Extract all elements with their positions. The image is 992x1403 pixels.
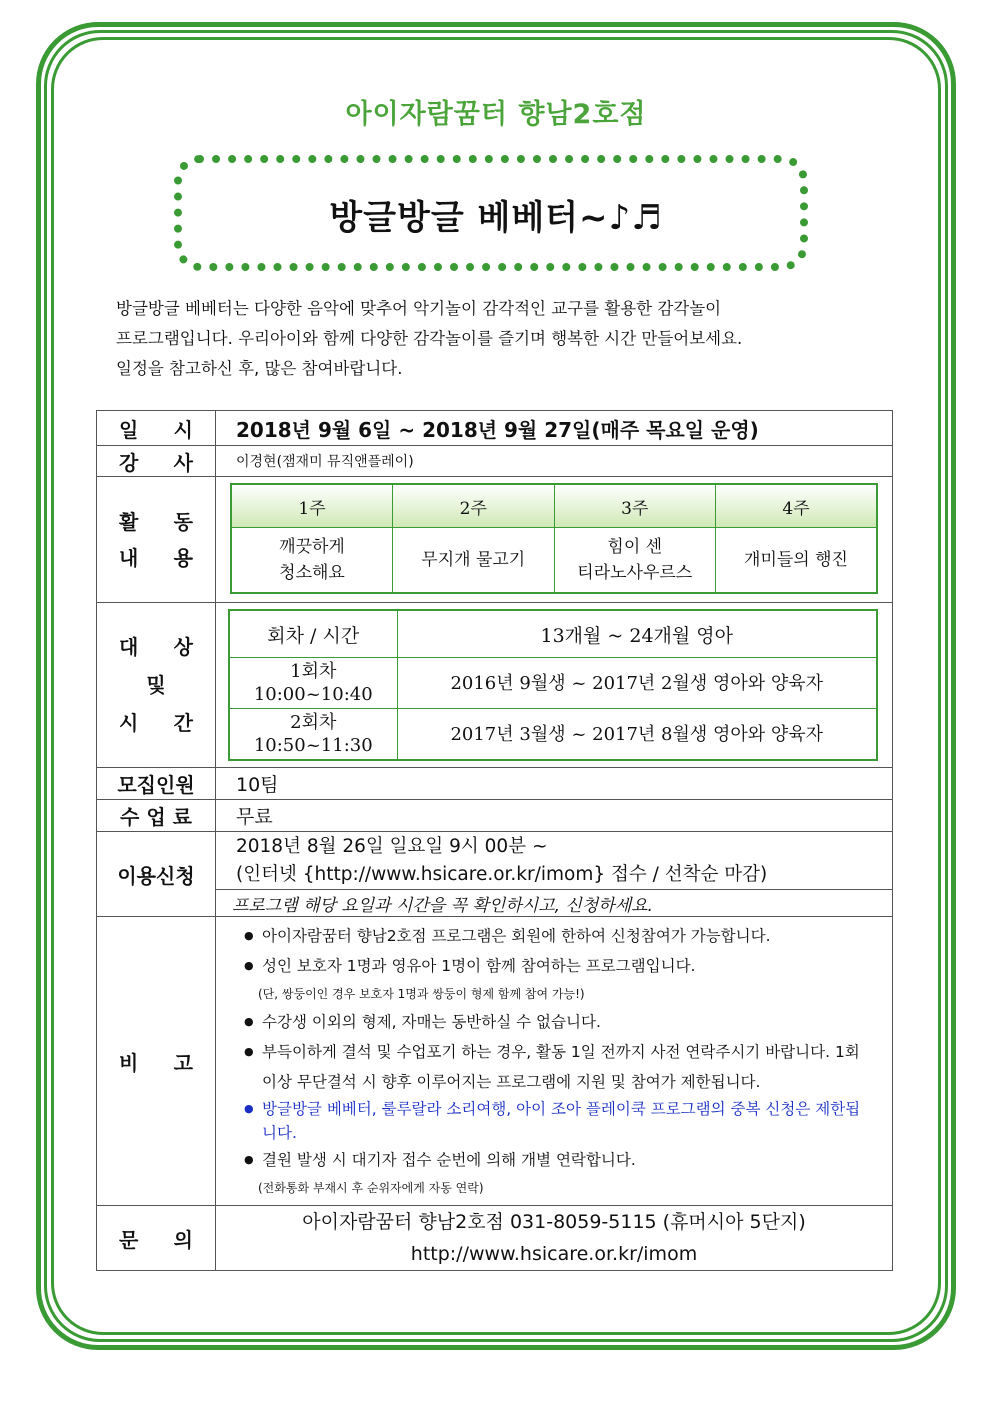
info-table bbox=[96, 410, 893, 1271]
recruit-label: 모집인원 bbox=[97, 768, 216, 800]
week-activity: 무지개 물고기 bbox=[393, 528, 555, 594]
age-col-header: 13개월 ~ 24개월 영아 bbox=[397, 610, 877, 658]
apply-cell bbox=[216, 832, 893, 890]
week-header: 4주 bbox=[716, 484, 878, 528]
note-item: ● 아이자람꿈터 향남2호점 프로그램은 회원에 한하여 신청참여가 가능합니다. bbox=[244, 921, 872, 951]
instructor-value: 이경현(잼재미 뮤직앤플레이) bbox=[236, 454, 414, 470]
apply-note: 프로그램 해당 요일과 시간을 꼭 확인하시고, 신청하세요. bbox=[232, 895, 653, 916]
apply-row bbox=[97, 832, 893, 890]
apply-note-row bbox=[97, 890, 893, 917]
recruit-row bbox=[97, 768, 893, 800]
contact-url[interactable]: http://www.hsicare.or.kr/imom bbox=[410, 1243, 698, 1265]
contact-phone: 아이자람꿈터 향남2호점 031-8059-5115 (휴머시아 5단지) bbox=[302, 1211, 806, 1233]
instructor-row bbox=[97, 446, 893, 477]
notes-label: 비 고 bbox=[97, 917, 216, 1206]
session-row bbox=[229, 709, 877, 761]
session-table bbox=[228, 609, 878, 761]
target-label: 대 상 및 시 간 bbox=[97, 603, 216, 768]
date-value: 2018년 9월 6일 ~ 2018년 9월 27일(매주 목요일 운영) bbox=[236, 417, 759, 442]
week-header: 1주 bbox=[231, 484, 393, 528]
weekly-activity-table bbox=[230, 483, 878, 594]
instructor-cell bbox=[216, 446, 893, 477]
fee-value: 무료 bbox=[236, 806, 273, 828]
intro-paragraph bbox=[116, 294, 876, 384]
notes-row bbox=[97, 917, 893, 1206]
week-activity: 힘이 센 티라노사우르스 bbox=[554, 528, 716, 594]
recruit-value: 10팀 bbox=[236, 774, 279, 796]
intro-line: 프로그램입니다. 우리아이와 함께 다양한 감각놀이를 즐기며 행복한 시간 만들어보세요. bbox=[116, 329, 743, 348]
note-item: ● 결원 발생 시 대기자 접수 순번에 의해 개별 연락합니다. bbox=[244, 1145, 872, 1175]
intro-line: 일정을 참고하신 후, 많은 참여바랍니다. bbox=[116, 359, 403, 378]
apply-date: 2018년 8월 26일 일요일 9시 00분 ~ bbox=[236, 835, 548, 857]
session-time: 1회차 10:00~10:40 bbox=[229, 658, 397, 709]
session-time: 2회차 10:50~11:30 bbox=[229, 709, 397, 761]
fee-cell bbox=[216, 800, 893, 832]
week-header: 3주 bbox=[554, 484, 716, 528]
note-sub: (전화통화 부재시 후 순위자에게 자동 연락) bbox=[258, 1181, 484, 1195]
week-activity: 개미들의 행진 bbox=[716, 528, 878, 594]
notes-list bbox=[216, 917, 892, 1205]
session-target: 2016년 9월생 ~ 2017년 2월생 영아와 양육자 bbox=[397, 658, 877, 709]
activity-cell bbox=[216, 477, 893, 603]
week-header: 2주 bbox=[393, 484, 555, 528]
week-activity: 깨끗하게 청소해요 bbox=[231, 528, 393, 594]
program-title: 방글방글 베베터~♪♬ bbox=[329, 198, 663, 238]
target-cell bbox=[216, 603, 893, 768]
apply-note-cell bbox=[216, 890, 893, 917]
note-sub: (단, 쌍둥이인 경우 보호자 1명과 쌍둥이 형제 함께 참여 가능!) bbox=[258, 987, 585, 1001]
date-label: 일 시 bbox=[97, 411, 216, 446]
activity-row bbox=[97, 477, 893, 603]
session-row bbox=[229, 658, 877, 709]
note-item: ● 성인 보호자 1명과 영유아 1명이 함께 참여하는 프로그램입니다. bbox=[244, 951, 872, 981]
note-item: ● 수강생 이외의 형제, 자매는 동반하실 수 없습니다. bbox=[244, 1007, 872, 1037]
fee-row bbox=[97, 800, 893, 832]
recruit-cell bbox=[216, 768, 893, 800]
note-item-highlight: ● 방글방글 베베터, 룰루랄라 소리여행, 아이 조아 플레이쿡 프로그램의 중복 신청은 제한됩니다. bbox=[244, 1097, 872, 1145]
date-row bbox=[97, 411, 893, 446]
fee-label: 수 업 료 bbox=[97, 800, 216, 832]
apply-method: (인터넷 {http://www.hsicare.or.kr/imom} 접수 / 선착순 마감) bbox=[236, 863, 768, 885]
session-target: 2017년 3월생 ~ 2017년 8월생 영아와 양육자 bbox=[397, 709, 877, 761]
contact-row bbox=[97, 1206, 893, 1271]
apply-label: 이용신청 bbox=[97, 832, 216, 917]
activity-label: 활 동 내 용 bbox=[97, 477, 216, 603]
date-value-cell bbox=[216, 411, 893, 446]
session-col-header: 회차 / 시간 bbox=[229, 610, 397, 658]
contact-cell bbox=[216, 1206, 893, 1271]
instructor-label: 강 사 bbox=[97, 446, 216, 477]
intro-line: 방글방글 베베터는 다양한 음악에 맞추어 악기놀이 감각적인 교구를 활용한 감각놀이 bbox=[116, 299, 722, 318]
contact-label: 문 의 bbox=[97, 1206, 216, 1271]
notes-cell bbox=[216, 917, 893, 1206]
note-item: ● 부득이하게 결석 및 수업포기 하는 경우, 활동 1일 전까지 사전 연락주시기 바랍니다. 1회 이상 무단결석 시 향후 이루어지는 프로그램에 지원 및 참여가 제한됩니다. bbox=[244, 1037, 872, 1097]
center-name: 아이자람꿈터 향남2호점 bbox=[345, 99, 647, 130]
target-row bbox=[97, 603, 893, 768]
